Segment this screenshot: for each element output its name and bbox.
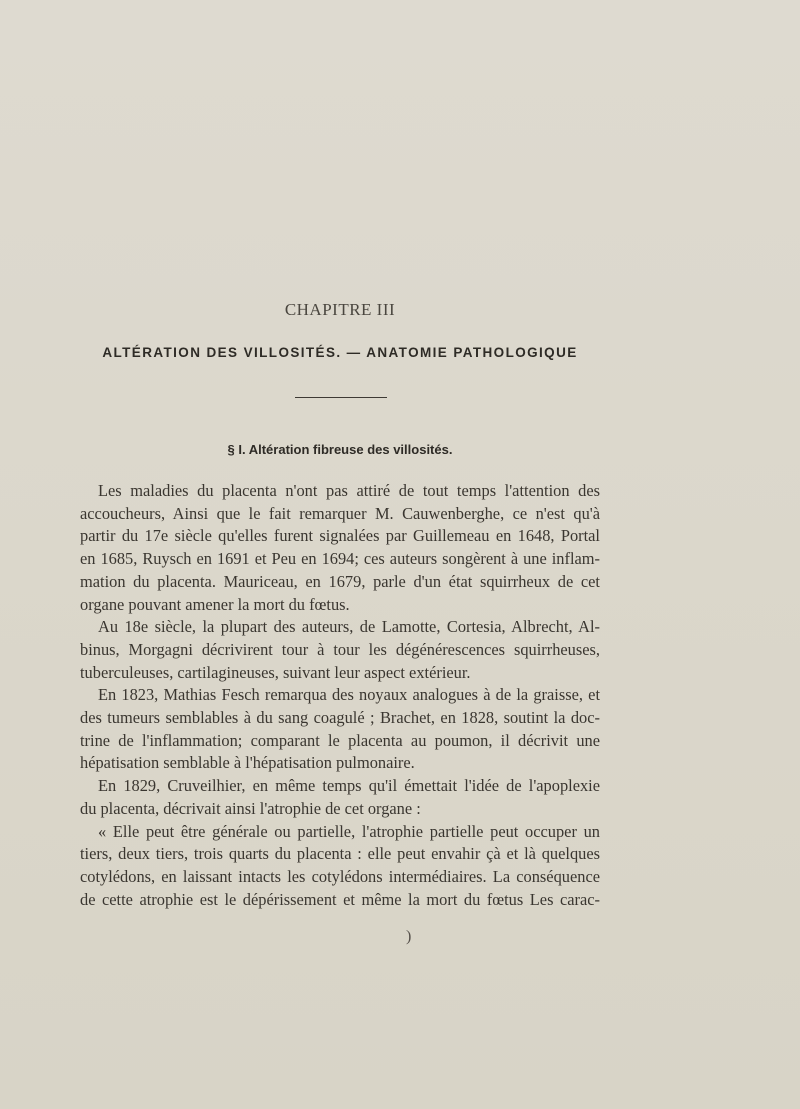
text-line: en 1685, Ruysch en 1691 et Peu en 1694; ces auteurs songèrent à une inflam- — [80, 549, 600, 569]
text-line: accoucheurs, Ainsi que le fait remarquer M. Cauwenberghe, ce n'est qu'à — [80, 503, 600, 523]
text-line: organe pouvant amener la mort du fœtus. — [80, 594, 350, 614]
text-line: des tumeurs semblables à du sang coagulé ; Brachet, en 1828, soutint la doc- — [80, 708, 600, 728]
text-line: binus, Morgagni décrivirent tour à tour les dégénérescences squirrheuses, — [80, 639, 600, 659]
divider-rule — [295, 397, 387, 398]
text-line: Au 18e siècle, la plupart des auteurs, de Lamotte, Cortesia, Albrecht, Al- — [98, 617, 600, 637]
text-line: En 1823, Mathias Fesch remarqua des noyaux analogues à de la graisse, et — [98, 685, 600, 705]
text-line: mation du placenta. Mauriceau, en 1679, parle d'un état squirrheux de cet — [80, 571, 600, 591]
text-line: cotylédons, en laissant intacts les cotylédons intermédiaires. La conséquence — [80, 866, 600, 886]
subsection-heading: § I. Altération fibreuse des villosités. — [227, 442, 453, 457]
text-line: « Elle peut être générale ou partielle, l'atrophie partielle peut occuper un — [98, 821, 600, 841]
text-line: trine de l'inflammation; comparant le placenta au poumon, il décrivit une — [80, 730, 600, 750]
text-line: Les maladies du placenta n'ont pas attiré de tout temps l'attention des — [98, 481, 600, 500]
text-line: hépatisation semblable à l'hépatisation pulmonaire. — [80, 753, 415, 773]
text-line: En 1829, Cruveilhier, en même temps qu'il émettait l'idée de l'apoplexie — [98, 776, 600, 796]
text-line: du placenta, décrivait ainsi l'atrophie de cet organe : — [80, 798, 421, 818]
chapter-title: CHAPITRE III — [284, 300, 396, 319]
text-line: partir du 17e siècle qu'elles furent signalées par Guillemeau en 1648, Portal — [80, 526, 600, 546]
text-line: de cette atrophie est le dépérissement et même la mort du fœtus Les carac- — [80, 889, 600, 909]
body-text — [80, 480, 600, 911]
section-heading: ALTÉRATION DES VILLOSITÉS. — ANATOMIE PATHOLOGIQUE — [102, 345, 578, 360]
page-folio-mark: ) — [406, 928, 412, 945]
text-line: tuberculeuses, cartilagineuses, suivant leur aspect extérieur. — [80, 662, 471, 682]
text-line: tiers, deux tiers, trois quarts du placenta : elle peut envahir çà et là quelques — [80, 844, 600, 864]
